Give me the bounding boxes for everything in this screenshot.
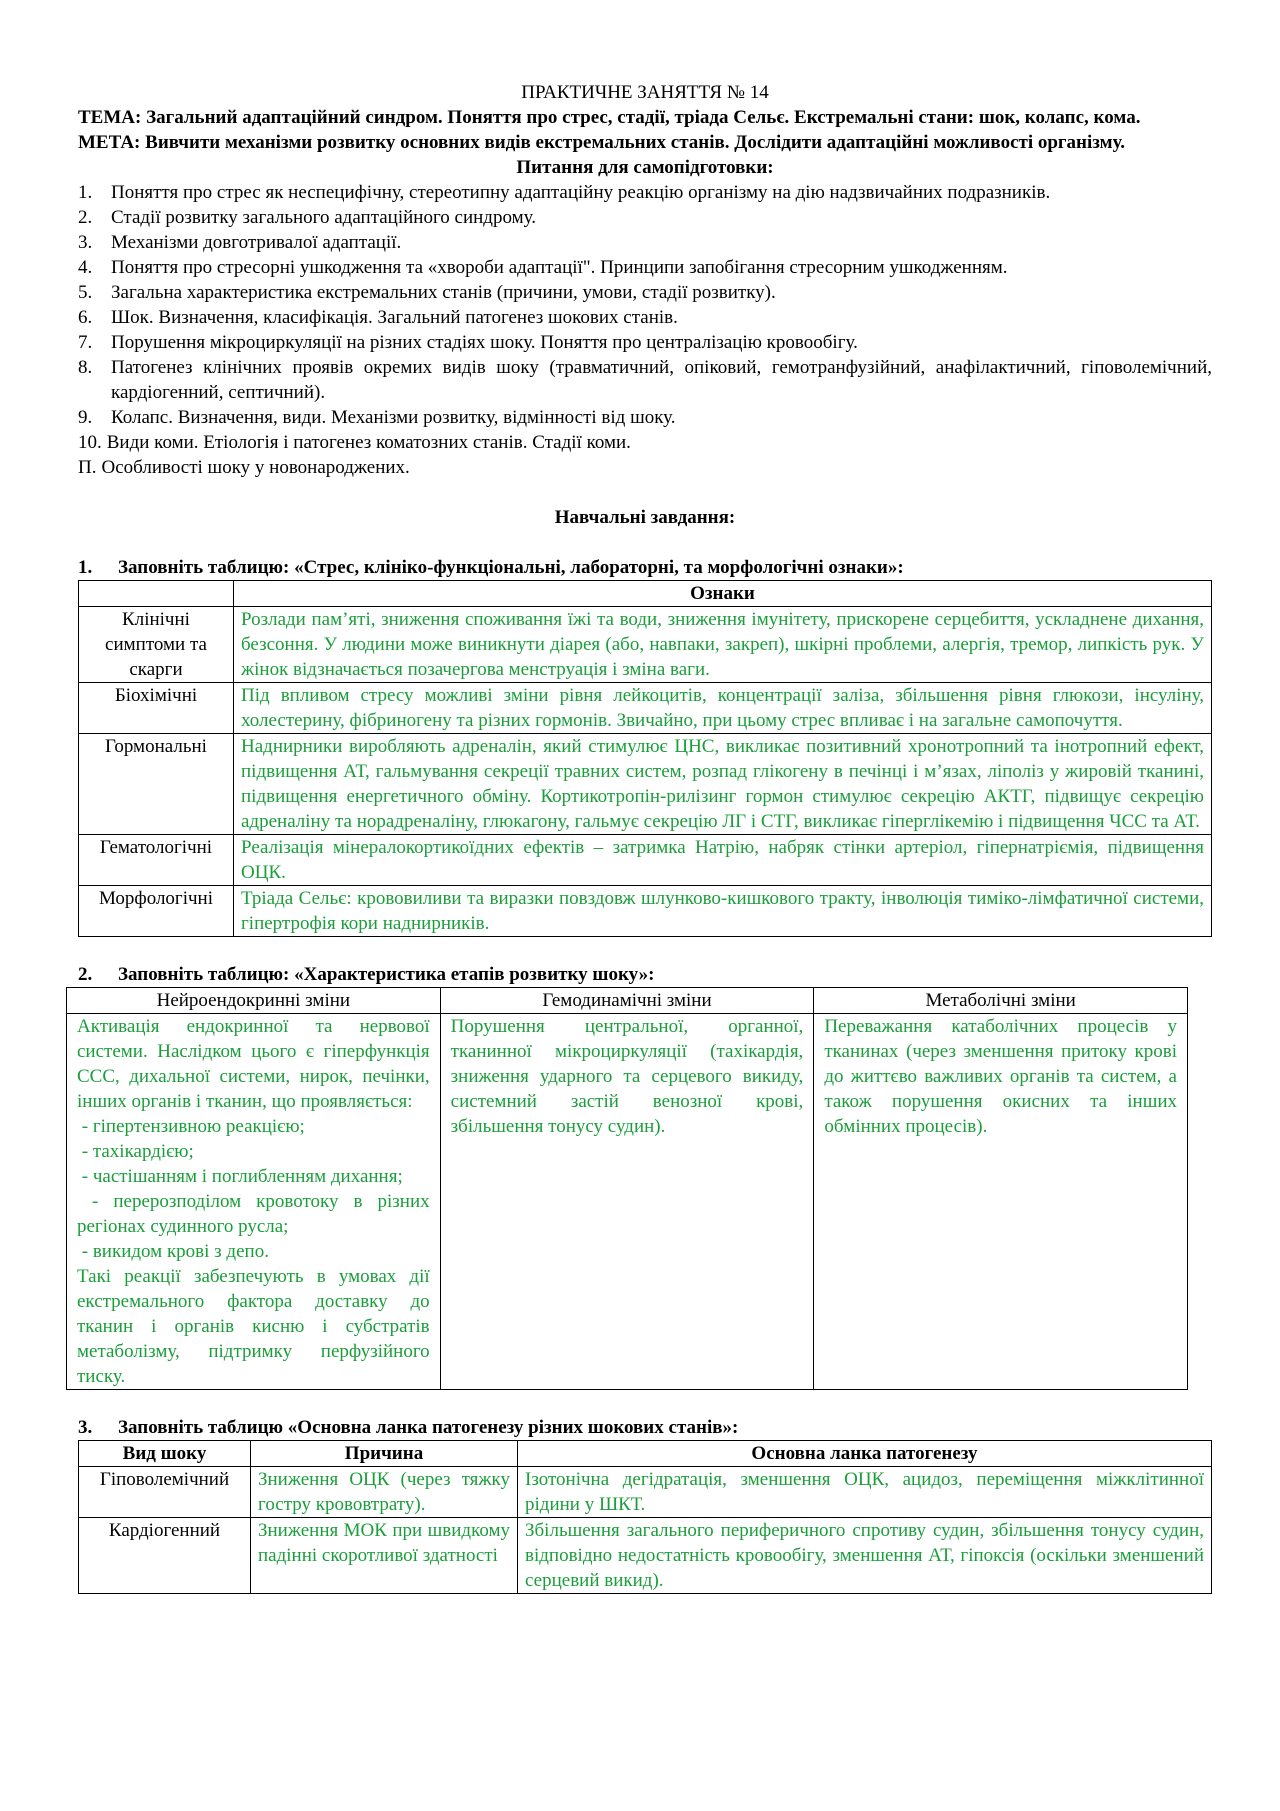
task2-heading: 2. Заповніть таблицю: «Характеристика етапів розвитку шоку»:: [78, 964, 655, 985]
row-answer: Реалізація мінералокортикоїдних ефектів – затримка Натрію, набряк стінки артеріол, гіпернатріємія, підвищення ОЦК.: [234, 835, 1212, 886]
hemodynamic-cell: Порушення центральної, органної, тканинної мікроциркуляції (тахікардія, зниження ударного та серцевого викиду, системний застій венозної крові, збільшення тонусу судин).: [440, 1014, 814, 1390]
shock-cause: Зниження МОК при швидкому падінні скоротливої здатності: [251, 1518, 518, 1594]
tasks-title: Навчальні завдання:: [554, 507, 736, 528]
column-header: Причина: [251, 1441, 518, 1467]
table-row: [79, 886, 1212, 937]
row-label: Клінічні симптоми та скарги: [79, 607, 234, 683]
row-answer: Під впливом стресу можливі зміни рівня лейкоцитів, концентрації заліза, збільшення рівня глюкози, інсуліну, холестерину, фібриногену та різних гормонів. Звичайно, при цьому стрес впливає і на загальне самопочуття.: [234, 683, 1212, 734]
question-item: 1. Поняття про стрес як неспецифічну, стереотипну адаптаційну реакцію організму на дію надзвичайних подразників.: [78, 182, 1051, 203]
goal-label: МЕТА:: [78, 132, 146, 153]
shock-cause: Зниження ОЦК (через тяжку гостру крововтрату).: [251, 1467, 518, 1518]
table-row: [79, 1518, 1212, 1594]
question-item: 3. Механізми довготривалої адаптації.: [78, 232, 402, 253]
task3-table: [78, 1440, 1212, 1594]
table-header-row: [79, 581, 1212, 607]
row-answer: Тріада Сельє: крововиливи та виразки повздовж шлунково-кишкового тракту, інволюція тиміко-лімфатичної системи, гіпертрофія кори наднирників.: [234, 886, 1212, 937]
goal-text: Вивчити механізми розвитку основних видів екстремальних станів. Дослідити адаптаційні можливості організму.: [145, 132, 1125, 153]
questions-list: [78, 180, 1212, 480]
table-row: [79, 734, 1212, 835]
document-page: [78, 80, 1212, 1594]
column-header: Вид шоку: [79, 1441, 251, 1467]
practical-title: ПРАКТИЧНЕ ЗАНЯТТЯ № 14: [521, 82, 769, 103]
question-item: 6. Шок. Визначення, класифікація. Загальний патогенез шокових станів.: [78, 307, 678, 328]
task1-table: [78, 580, 1212, 937]
row-label: Гематологічні: [79, 835, 234, 886]
column-header: Метаболічні зміни: [814, 988, 1188, 1014]
shock-type: Гіповолемічний: [79, 1467, 251, 1518]
task2-table: [66, 987, 1188, 1390]
row-label: Біохімічні: [79, 683, 234, 734]
signs-header: Ознаки: [234, 581, 1212, 607]
shock-pathogenesis: Збільшення загального периферичного спротиву судин, збільшення тонусу судин, відповідно недостатність кровообігу, зменшення АТ, гіпоксія (оскільки зменшений серцевий викид).: [518, 1518, 1212, 1594]
table-row: [79, 835, 1212, 886]
question-item: 9. Колапс. Визначення, види. Механізми розвитку, відмінності від шоку.: [78, 407, 676, 428]
table-row: [79, 683, 1212, 734]
question-item: 7. Порушення мікроциркуляції на різних стадіях шоку. Поняття про централізацію кровообігу.: [78, 332, 858, 353]
column-header: Основна ланка патогенезу: [518, 1441, 1212, 1467]
questions-title: Питання для самопідготовки:: [516, 157, 774, 178]
row-answer: Розлади пам’яті, зниження споживання їжі та води, зниження імунітету, прискорене серцебиття, ускладнене дихання, безсоння. У людини може виникнути діарея (або, навпаки, закреп), шкірні проблеми, алергія, тремор, липкість рук. У жінок відзначається позачергова менструація і зміна ваги.: [234, 607, 1212, 683]
task1-heading: 1. Заповніть таблицю: «Стрес, клініко-функціональні, лабораторні, та морфологічні ознаки»:: [78, 557, 904, 578]
question-item: 2. Стадії розвитку загального адаптаційного синдрому.: [78, 207, 536, 228]
question-item: 4. Поняття про стресорні ушкодження та «хвороби адаптації". Принципи запобігання стресорним ушкодженням.: [78, 257, 1008, 278]
question-item: 5. Загальна характеристика екстремальних станів (причини, умови, стадії розвитку).: [78, 282, 776, 303]
row-label: Морфологічні: [79, 886, 234, 937]
column-header: Нейроендокринні зміни: [67, 988, 441, 1014]
topic-label: ТЕМА:: [78, 107, 147, 128]
question-item: П. Особливості шоку у новонароджених.: [78, 457, 410, 478]
row-answer: Наднирники виробляють адреналін, який стимулює ЦНС, викликає позитивний хронотропний та інотропний ефект, підвищення АТ, гальмування секреції травних систем, розпад глікогену в печінці і м’язах, ліполіз у жировій тканині, підвищення енергетичного обміну. Кортикотропін-рилізинг гормон стимулює секрецію АКТГ, підвищує секрецію адреналіну та норадреналіну, глюкагону, гальмує секрецію ЛГ і СТГ, викликає гіперглікемію і підвищення ЧСС та АТ.: [234, 734, 1212, 835]
shock-pathogenesis: Ізотонічна дегідратація, зменшення ОЦК, ацидоз, переміщення міжклітинної рідини у ШКТ.: [518, 1467, 1212, 1518]
goal-line: [78, 130, 1212, 155]
column-header: Гемодинамічні зміни: [440, 988, 814, 1014]
question-item: 10. Види коми. Етіологія і патогенез коматозних станів. Стадії коми.: [78, 432, 631, 453]
topic-line: [78, 105, 1212, 130]
question-item: 8. Патогенез клінічних проявів окремих видів шоку (травматичний, опіковий, гемотранфузійний, анафілактичний, гіповолемічний, кардіогенний, септичний).: [78, 357, 1212, 403]
table-row: [79, 1467, 1212, 1518]
table-row: [79, 607, 1212, 683]
table-header-row: [67, 988, 1188, 1014]
shock-type: Кардіогенний: [79, 1518, 251, 1594]
metabolic-cell: Переважання катаболічних процесів у тканинах (через зменшення притоку крові до життєво важливих органів та систем, а також порушення окисних та інших обмінних процесів).: [814, 1014, 1188, 1390]
table-row: [67, 1014, 1188, 1390]
task3-heading: 3. Заповніть таблицю «Основна ланка патогенезу різних шокових станів»:: [78, 1417, 739, 1438]
topic-text: Загальний адаптаційний синдром. Поняття про стрес, стадії, тріада Сельє. Екстремальні стани: шок, колапс, кома.: [146, 107, 1141, 128]
table-header-row: [79, 1441, 1212, 1467]
row-label: Гормональні: [79, 734, 234, 835]
neuroendocrine-cell: Активація ендокринної та нервової системи. Наслідком цього є гіперфункція ССС, дихальної системи, нирок, печінки, інших органів і тканин, що проявляється: - гіпертензивною реакцією; - тахікардією; - частішанням і поглибленням дихання; - перерозподілом кровотоку в різних регіонах судинного русла; - викидом крові з депо. Такі реакції забезпечують в умовах дії екстремального фактора доставку до тканин і органів кисню і субстратів метаболізму, підтримку перфузійного тиску.: [67, 1014, 441, 1390]
